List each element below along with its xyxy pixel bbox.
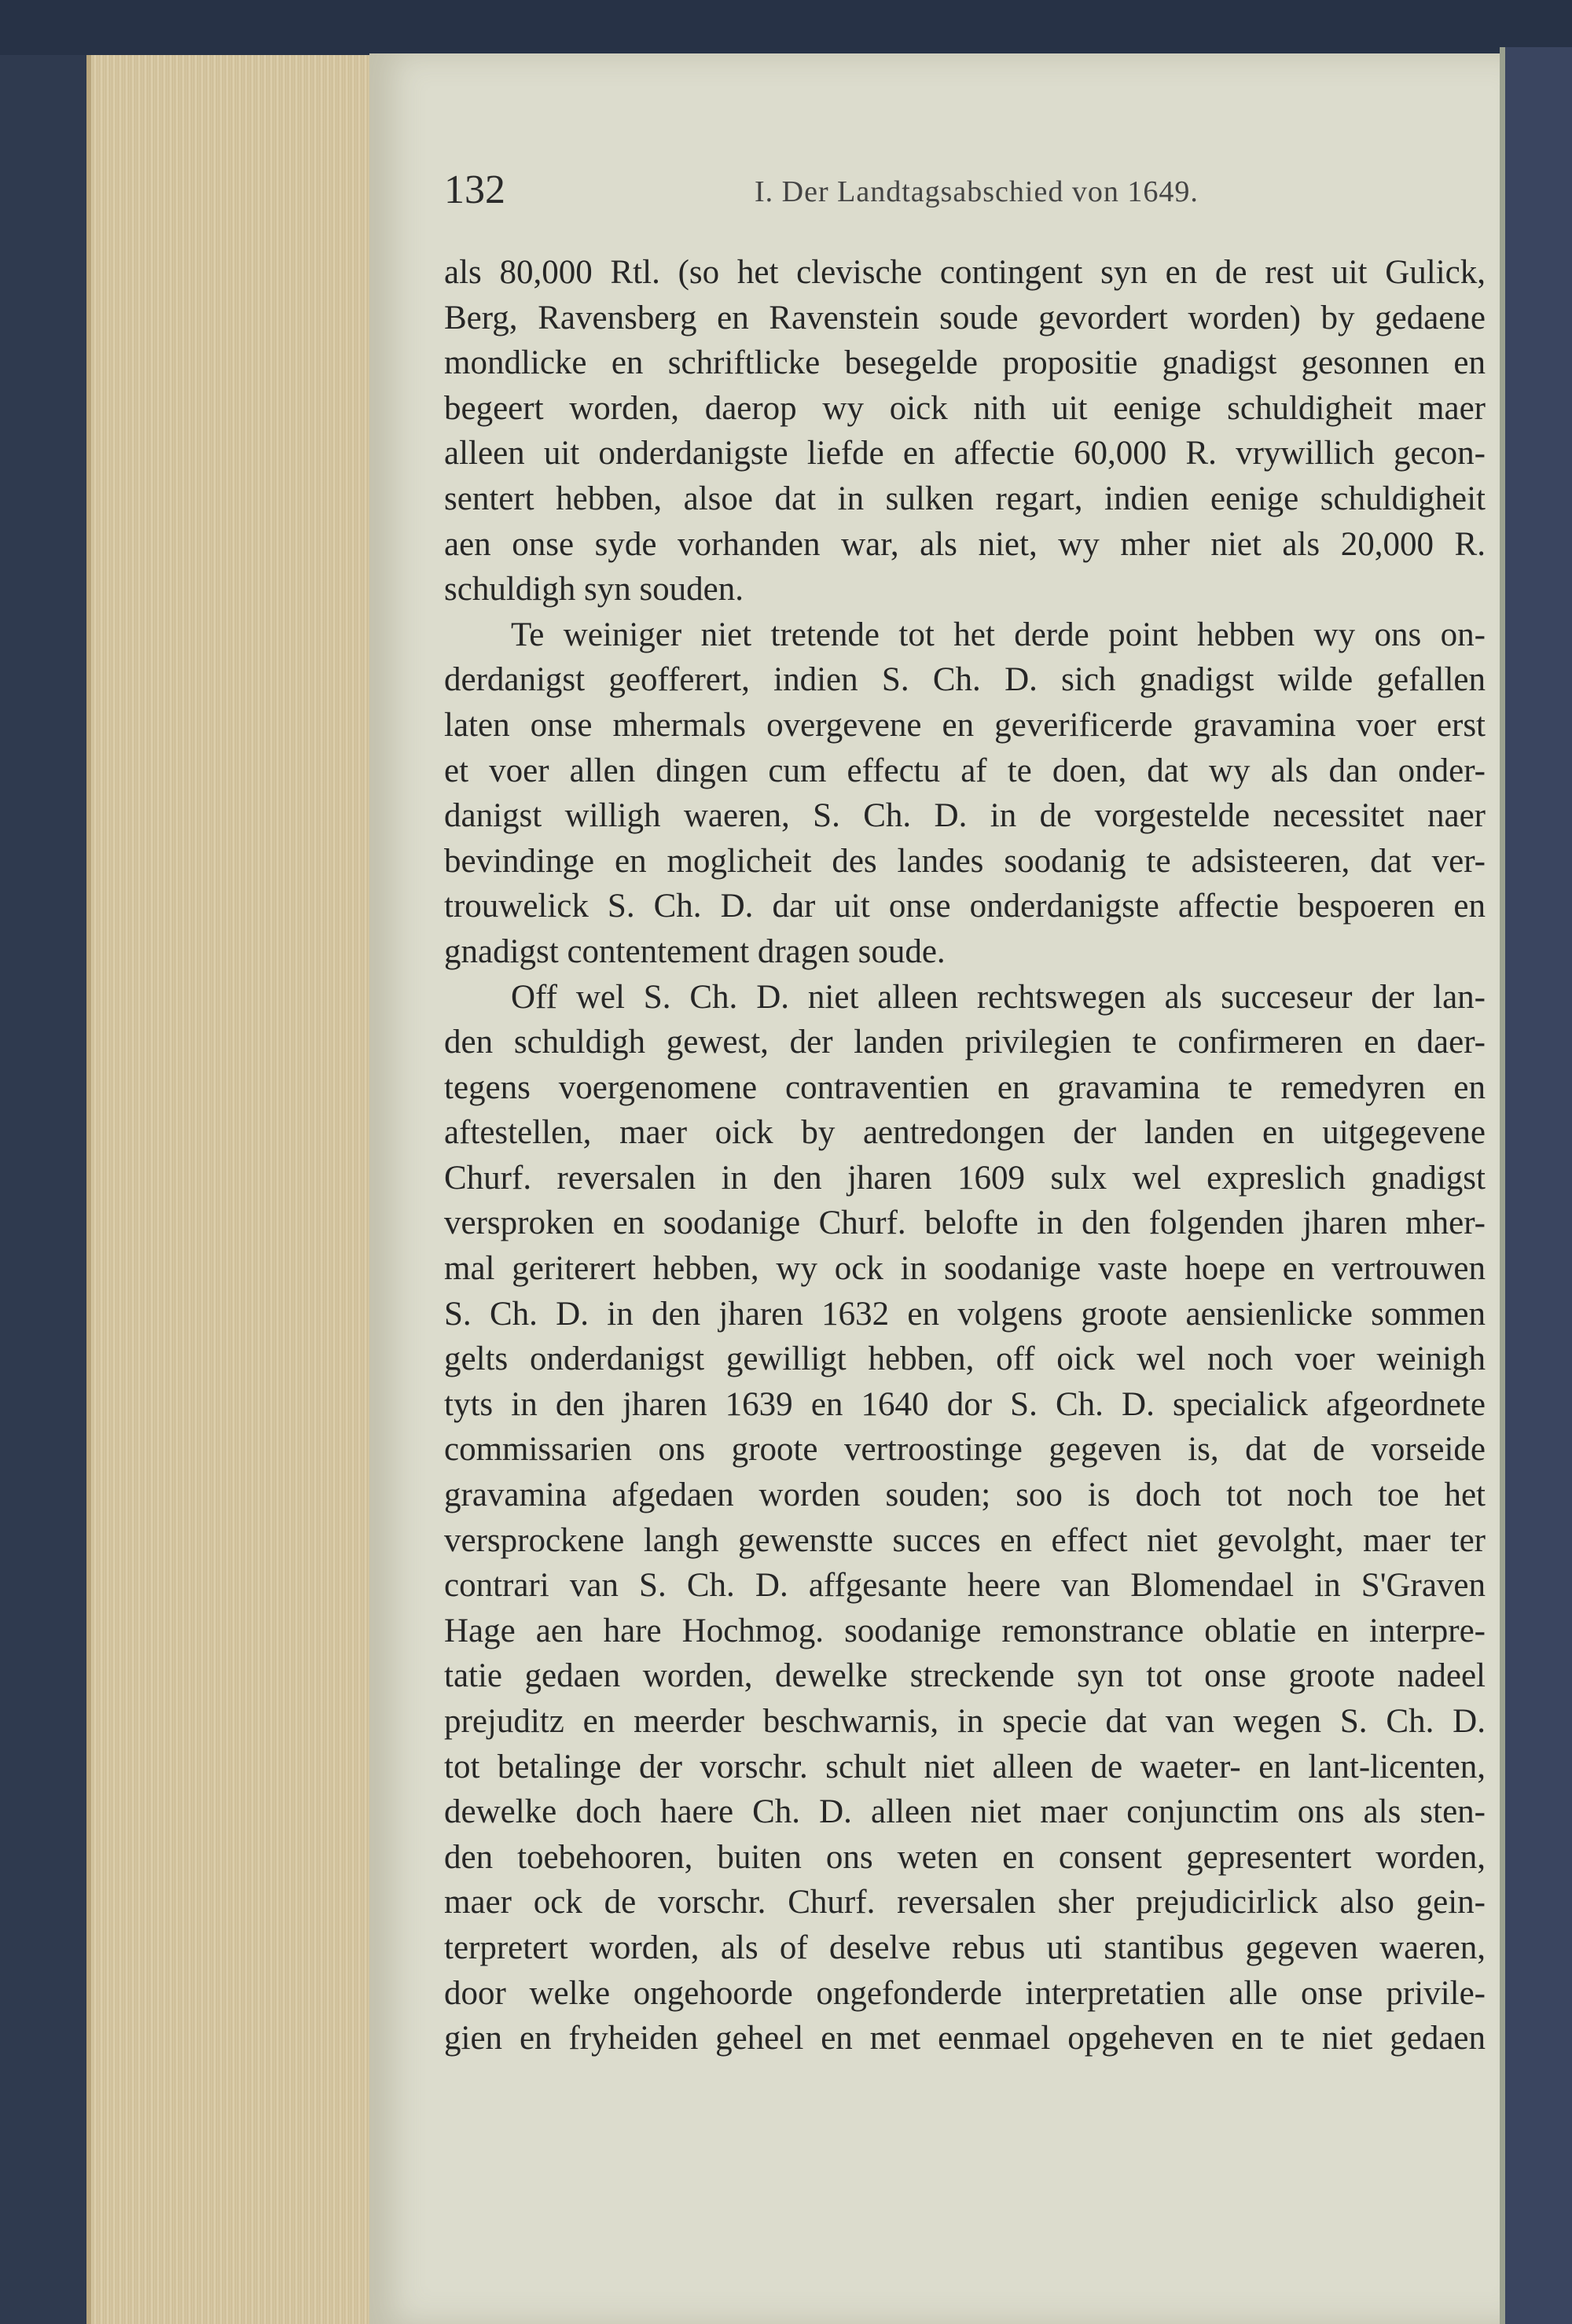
text-line: gien en fryheiden geheel en met eenmael opgeheven en te niet gedaen [444, 2020, 1486, 2057]
text-line: laten onse mhermals overgevene en geverificerde gravamina voer erst [444, 706, 1486, 744]
book-cover-top [0, 0, 1572, 55]
text-line: trouwelick S. Ch. D. dar uit onse onderdanigste affectie bespoeren en [444, 888, 1486, 925]
text-line: derdanigst geofferert, indien S. Ch. D. sich gnadigst wilde gefallen [444, 661, 1486, 699]
text-line: gnadigst contentement dragen soude. [444, 932, 946, 970]
page-number: 132 [444, 167, 505, 212]
text-line: bevindinge en moglicheit des landes soodanig te adsisteeren, dat ver- [444, 842, 1486, 880]
text-line: als 80,000 Rtl. (so het clevische contingent syn en de rest uit Gulick, [444, 254, 1486, 291]
text-line: tegens voergenomene contraventien en gravamina te remedyren en [444, 1068, 1486, 1106]
text-line: gravamina afgedaen worden souden; soo is doch tot noch toe het [444, 1476, 1486, 1514]
text-line: prejuditz en meerder beschwarnis, in specie dat van wegen S. Ch. D. [444, 1703, 1486, 1740]
text-line: Berg, Ravensberg en Ravenstein soude gevordert worden) by gedaene [444, 299, 1486, 336]
paragraph [444, 612, 1486, 975]
text-line: sentert hebben, alsoe dat in sulken regart, indien eenige schuldigheit [444, 480, 1486, 517]
running-head: I. Der Landtagsabschied von 1649. [755, 175, 1199, 208]
text-line: danigst willigh waeren, S. Ch. D. in de vorgestelde necessitet naer [444, 797, 1486, 835]
text-line: et voer allen dingen cum effectu af te doen, dat wy als dan onder- [444, 752, 1486, 789]
text-line: tyts in den jharen 1639 en 1640 dor S. Ch. D. specialick afgeordnete [444, 1385, 1486, 1423]
text-line: tatie gedaen worden, dewelke streckende syn tot onse groote nadeel [444, 1657, 1486, 1695]
text-line: begeert worden, daerop wy oick nith uit eenige schuldigheit maer [444, 389, 1486, 427]
text-line: schuldigh syn souden. [444, 571, 744, 609]
text-line: S. Ch. D. in den jharen 1632 en volgens groote aensienlicke sommen [444, 1295, 1486, 1333]
text-line: Churf. reversalen in den jharen 1609 sulx wel expreslich gnadigst [444, 1159, 1486, 1197]
text-line: den schuldigh gewest, der landen privilegien te confirmeren en daer- [444, 1024, 1486, 1061]
text-line: versprockene langh gewenstte succes en effect niet gevolght, maer ter [444, 1521, 1486, 1559]
text-line: dewelke doch haere Ch. D. alleen niet maer conjunctim ons als sten- [444, 1793, 1486, 1831]
page-block-edge [86, 55, 382, 2324]
text-line: maer ock de vorschr. Churf. reversalen sher prejudicirlick also gein- [444, 1884, 1486, 1921]
text-line: tot betalinge der vorschr. schult niet alleen de waeter- en lant-licenten, [444, 1748, 1486, 1785]
book-cover-right [1505, 47, 1572, 2324]
text-line: mal geriterert hebben, wy ock in soodanige vaste hoepe en vertrouwen [444, 1250, 1486, 1288]
paragraph [444, 975, 1486, 2061]
text-line: alleen uit onderdanigste liefde en affectie 60,000 R. vrywillich gecon- [444, 435, 1486, 473]
text-line: Off wel S. Ch. D. niet alleen rechtswegen als succeseur der lan- [511, 978, 1486, 1016]
text-line: Hage aen hare Hochmog. soodanige remonstrance oblatie en interpre- [444, 1612, 1486, 1649]
body-text [444, 250, 1486, 2061]
text-line: terpretert worden, als of deselve rebus uti stantibus gegeven waeren, [444, 1929, 1486, 1966]
text-line: aen onse syde vorhanden war, als niet, wy mher niet als 20,000 R. [444, 525, 1486, 563]
text-line: versproken en soodanige Churf. belofte in den folgenden jharen mher- [444, 1204, 1486, 1242]
text-line: mondlicke en schriftlicke besegelde propositie gnadigst gesonnen en [444, 344, 1486, 382]
text-line: contrari van S. Ch. D. affgesante heere van Blomendael in S'Graven [444, 1567, 1486, 1605]
text-line: Te weiniger niet tretende tot het derde point hebben wy ons on- [511, 616, 1486, 653]
text-line: door welke ongehoorde ongefonderde interpretatien alle onse privile- [444, 1974, 1486, 2012]
text-line: gelts onderdanigst gewilligt hebben, off oick wel noch voer weinigh [444, 1340, 1486, 1378]
text-line: commissarien ons groote vertroostinge gegeven is, dat de vorseide [444, 1431, 1486, 1469]
paragraph [444, 250, 1486, 612]
text-line: aftestellen, maer oick by aentredongen der landen en uitgegevene [444, 1114, 1486, 1152]
text-line: den toebehooren, buiten ons weten en consent gepresentert worden, [444, 1838, 1486, 1876]
